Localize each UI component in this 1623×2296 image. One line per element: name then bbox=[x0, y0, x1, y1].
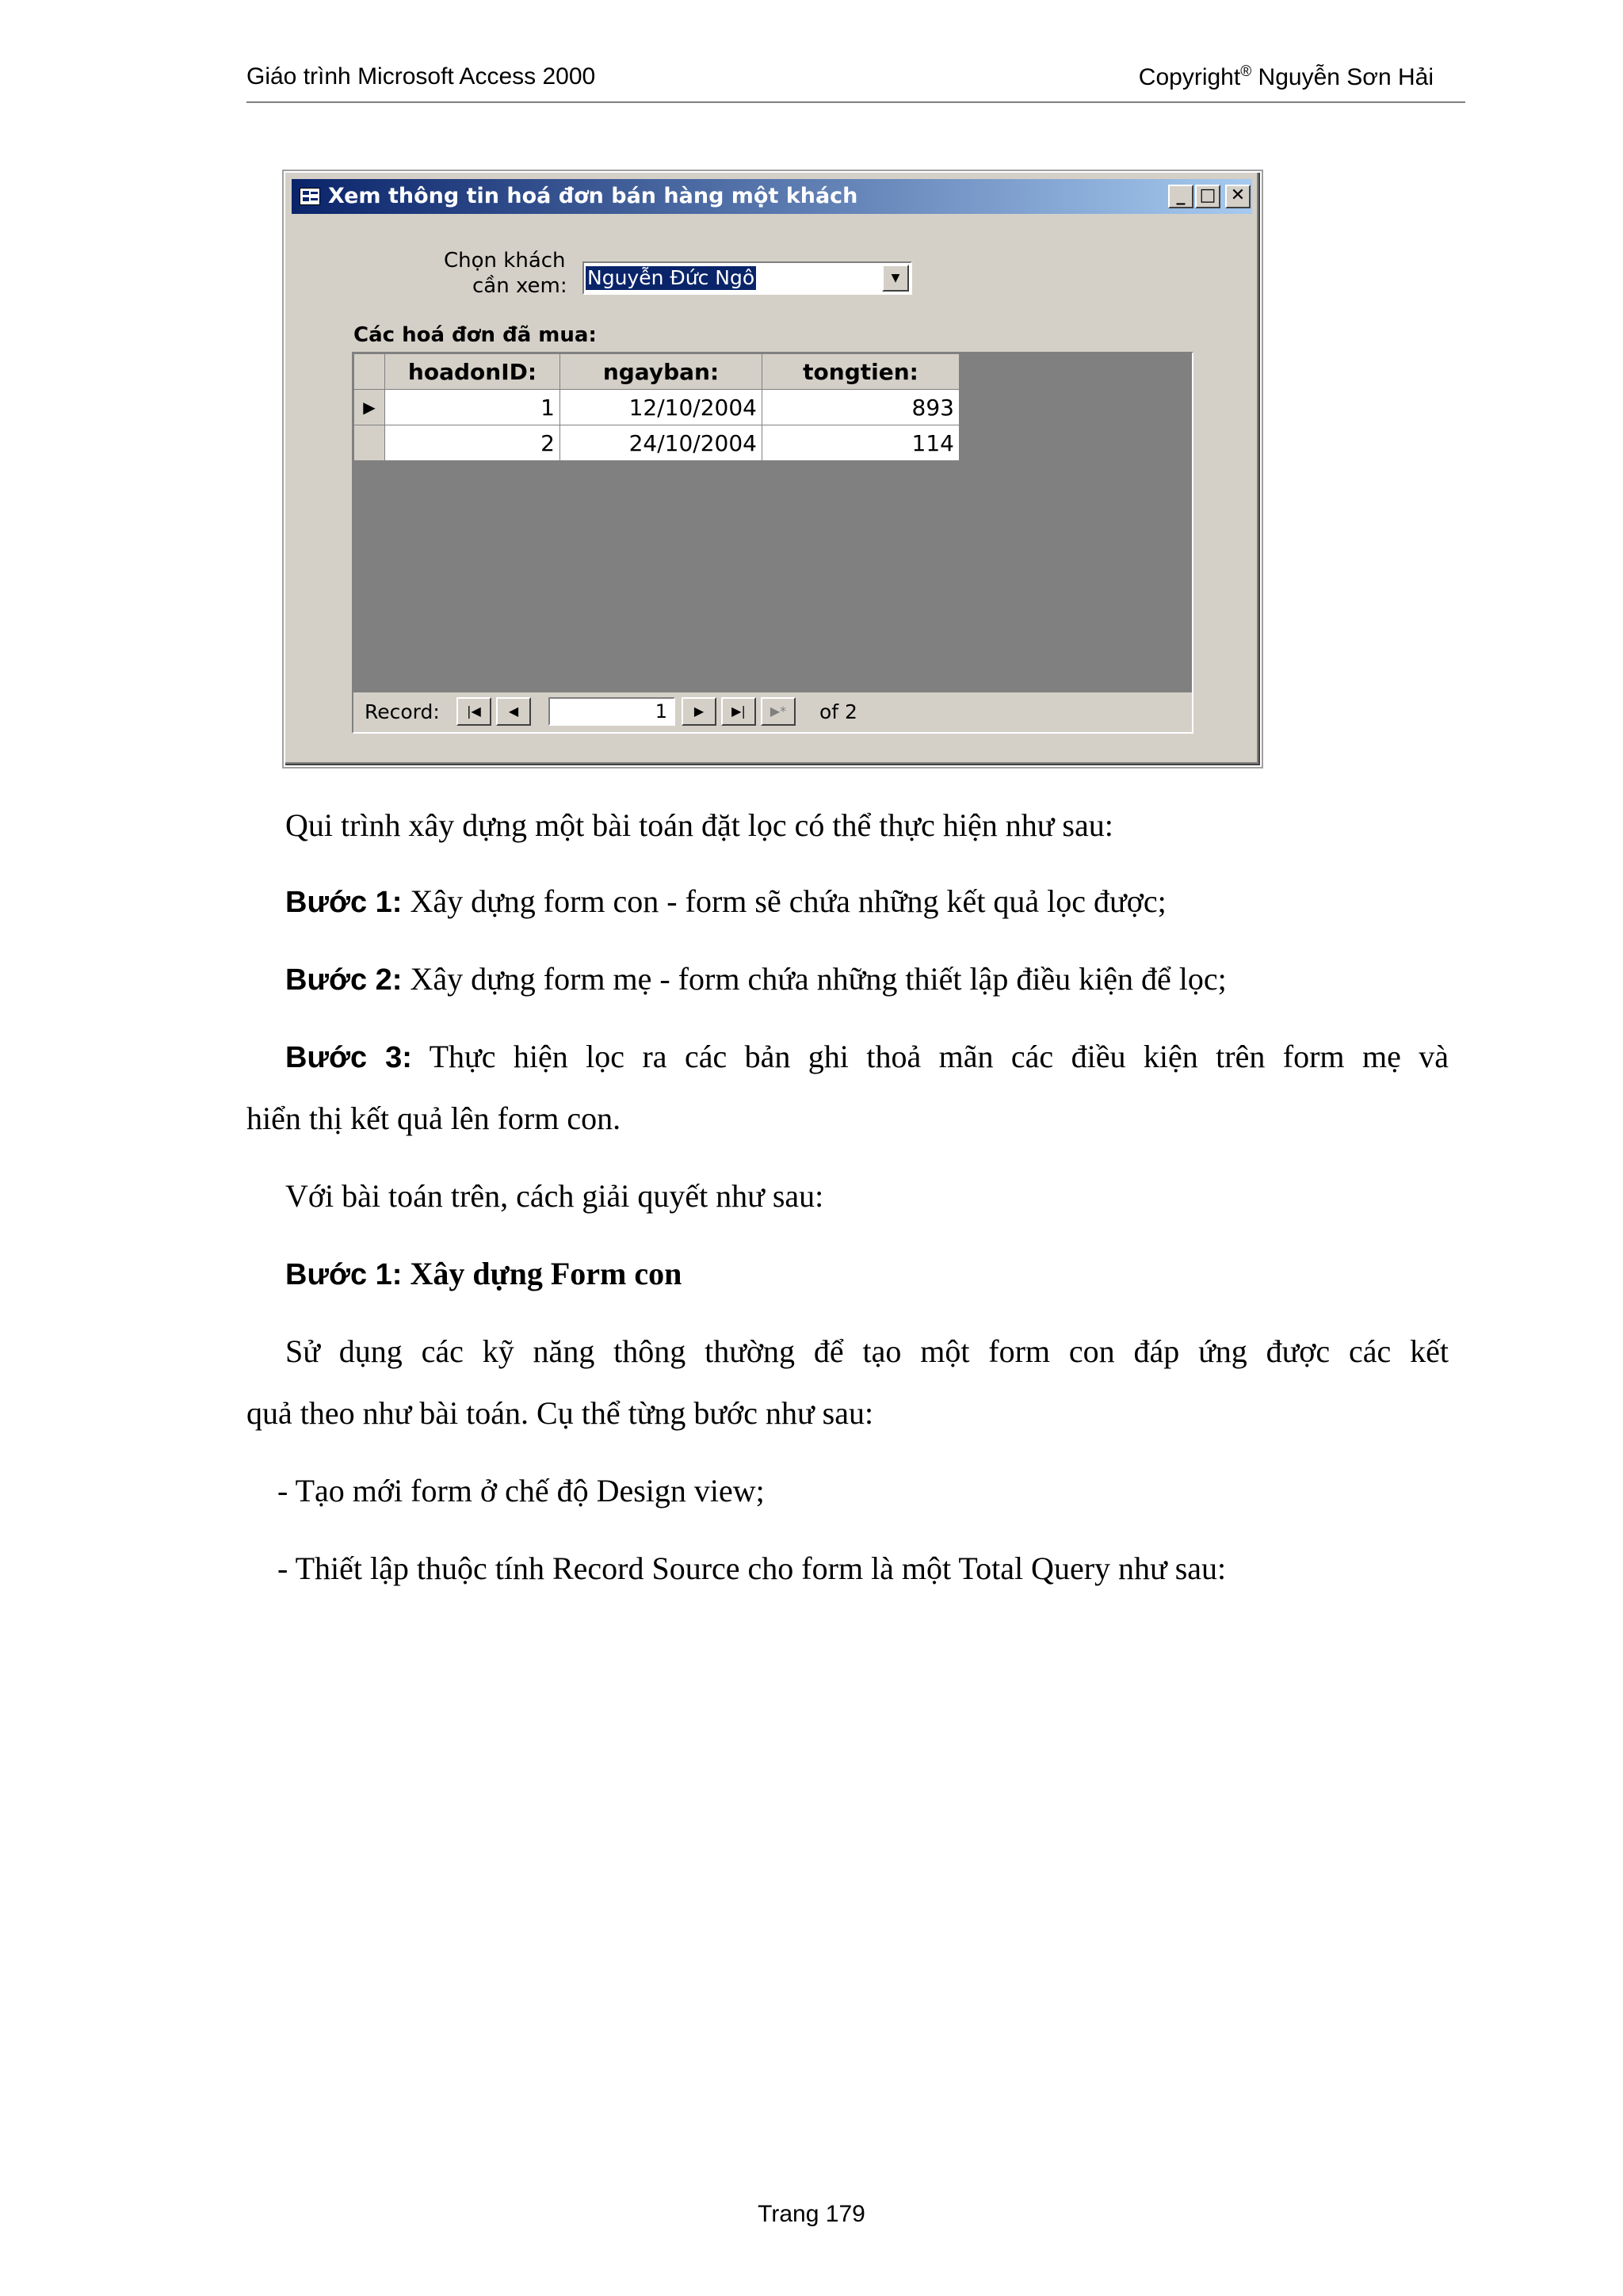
next-record-icon[interactable]: ▶ bbox=[682, 697, 716, 726]
step-3-text: Thực hiện lọc ra các bản ghi thoả mãn các điều kiện trên form mẹ và bbox=[411, 1039, 1449, 1074]
step-3-line1 bbox=[285, 1038, 1449, 1077]
window-title: Xem thông tin hoá đơn bán hàng một khách bbox=[328, 184, 858, 208]
record-count: of 2 bbox=[819, 700, 857, 723]
column-header-ngayban[interactable]: ngayban: bbox=[560, 354, 762, 390]
page-header bbox=[246, 63, 1465, 103]
copyright-label: Copyright bbox=[1138, 64, 1241, 90]
row-selector[interactable] bbox=[354, 425, 385, 461]
corner-selector[interactable] bbox=[354, 354, 385, 390]
section-step-label: Bước 1: bbox=[285, 1258, 403, 1291]
record-navigator bbox=[353, 692, 1192, 732]
column-header-hoadonid[interactable]: hoadonID: bbox=[385, 354, 560, 390]
instructions-line1: Sử dụng các kỹ năng thông thường để tạo một form con đáp ứng được các kết bbox=[285, 1333, 1449, 1369]
close-button[interactable]: ✕ bbox=[1225, 185, 1251, 208]
step-1-text: Xây dựng form con - form sẽ chứa những kết quả lọc được; bbox=[402, 883, 1167, 919]
table-row[interactable] bbox=[354, 425, 960, 461]
invoice-subform bbox=[352, 352, 1193, 734]
customer-label-line2: cần xem: bbox=[472, 274, 567, 298]
prev-record-icon[interactable]: ◀ bbox=[496, 697, 531, 726]
customer-label-line1: Chọn khách bbox=[444, 249, 566, 273]
column-header-row bbox=[354, 354, 960, 390]
form-icon bbox=[300, 188, 320, 205]
new-record-icon[interactable]: ▶* bbox=[761, 697, 796, 726]
customer-value: Nguyễn Đức Ngô bbox=[587, 266, 755, 289]
cell-hoadonid[interactable]: 1 bbox=[385, 390, 560, 425]
cell-ngayban[interactable]: 24/10/2004 bbox=[560, 425, 762, 461]
step-1-label: Bước 1: bbox=[285, 886, 403, 919]
cell-tongtien[interactable]: 114 bbox=[762, 425, 960, 461]
instructions-line2: quả theo như bài toán. Cụ thể từng bước như sau: bbox=[246, 1395, 874, 1431]
section-heading-text: Xây dựng Form con bbox=[402, 1256, 682, 1291]
last-record-icon[interactable]: ▶| bbox=[721, 697, 756, 726]
step-3-line2: hiển thị kết quả lên form con. bbox=[246, 1100, 621, 1136]
minimize-button[interactable]: _ bbox=[1168, 185, 1193, 208]
registered-mark: ® bbox=[1240, 63, 1252, 80]
cell-ngayban[interactable]: 12/10/2004 bbox=[560, 390, 762, 425]
bullet-item-1: - Tạo mới form ở chế độ Design view; bbox=[277, 1473, 765, 1508]
table-row[interactable] bbox=[354, 390, 960, 425]
maximize-button[interactable]: □ bbox=[1195, 185, 1220, 208]
invoice-datasheet bbox=[353, 353, 960, 461]
step-2-label: Bước 2: bbox=[285, 963, 403, 997]
first-record-icon[interactable]: |◀ bbox=[456, 697, 491, 726]
header-book-title: Giáo trình Microsoft Access 2000 bbox=[246, 63, 596, 90]
cell-tongtien[interactable]: 893 bbox=[762, 390, 960, 425]
customer-combo[interactable] bbox=[582, 261, 912, 295]
step-2-line bbox=[285, 960, 1227, 999]
row-pointer-icon[interactable]: ▶ bbox=[354, 390, 385, 425]
step-2-text: Xây dựng form mẹ - form chứa những thiết lập điều kiện để lọc; bbox=[402, 961, 1227, 997]
window-titlebar[interactable] bbox=[292, 179, 1252, 214]
step-3-label: Bước 3: bbox=[285, 1041, 412, 1074]
page-number: Trang 179 bbox=[758, 2201, 865, 2227]
bullet-item-2: - Thiết lập thuộc tính Record Source cho form là một Total Query như sau: bbox=[277, 1550, 1227, 1586]
column-header-tongtien[interactable]: tongtien: bbox=[762, 354, 960, 390]
access-form-window bbox=[284, 171, 1262, 767]
section-heading bbox=[285, 1255, 682, 1294]
step-1-line bbox=[285, 883, 1167, 921]
record-label: Record: bbox=[365, 700, 440, 723]
solution-intro: Với bài toán trên, cách giải quyết như sau: bbox=[285, 1178, 824, 1214]
subform-label: Các hoá đơn đã mua: bbox=[353, 323, 597, 347]
chevron-down-icon[interactable]: ▼ bbox=[882, 265, 909, 292]
intro-paragraph: Qui trình xây dựng một bài toán đặt lọc có thể thực hiện như sau: bbox=[285, 807, 1113, 843]
record-number-input[interactable]: 1 bbox=[548, 697, 675, 726]
cell-hoadonid[interactable]: 2 bbox=[385, 425, 560, 461]
author-name: Nguyễn Sơn Hải bbox=[1251, 64, 1434, 90]
header-copyright bbox=[1139, 63, 1434, 91]
